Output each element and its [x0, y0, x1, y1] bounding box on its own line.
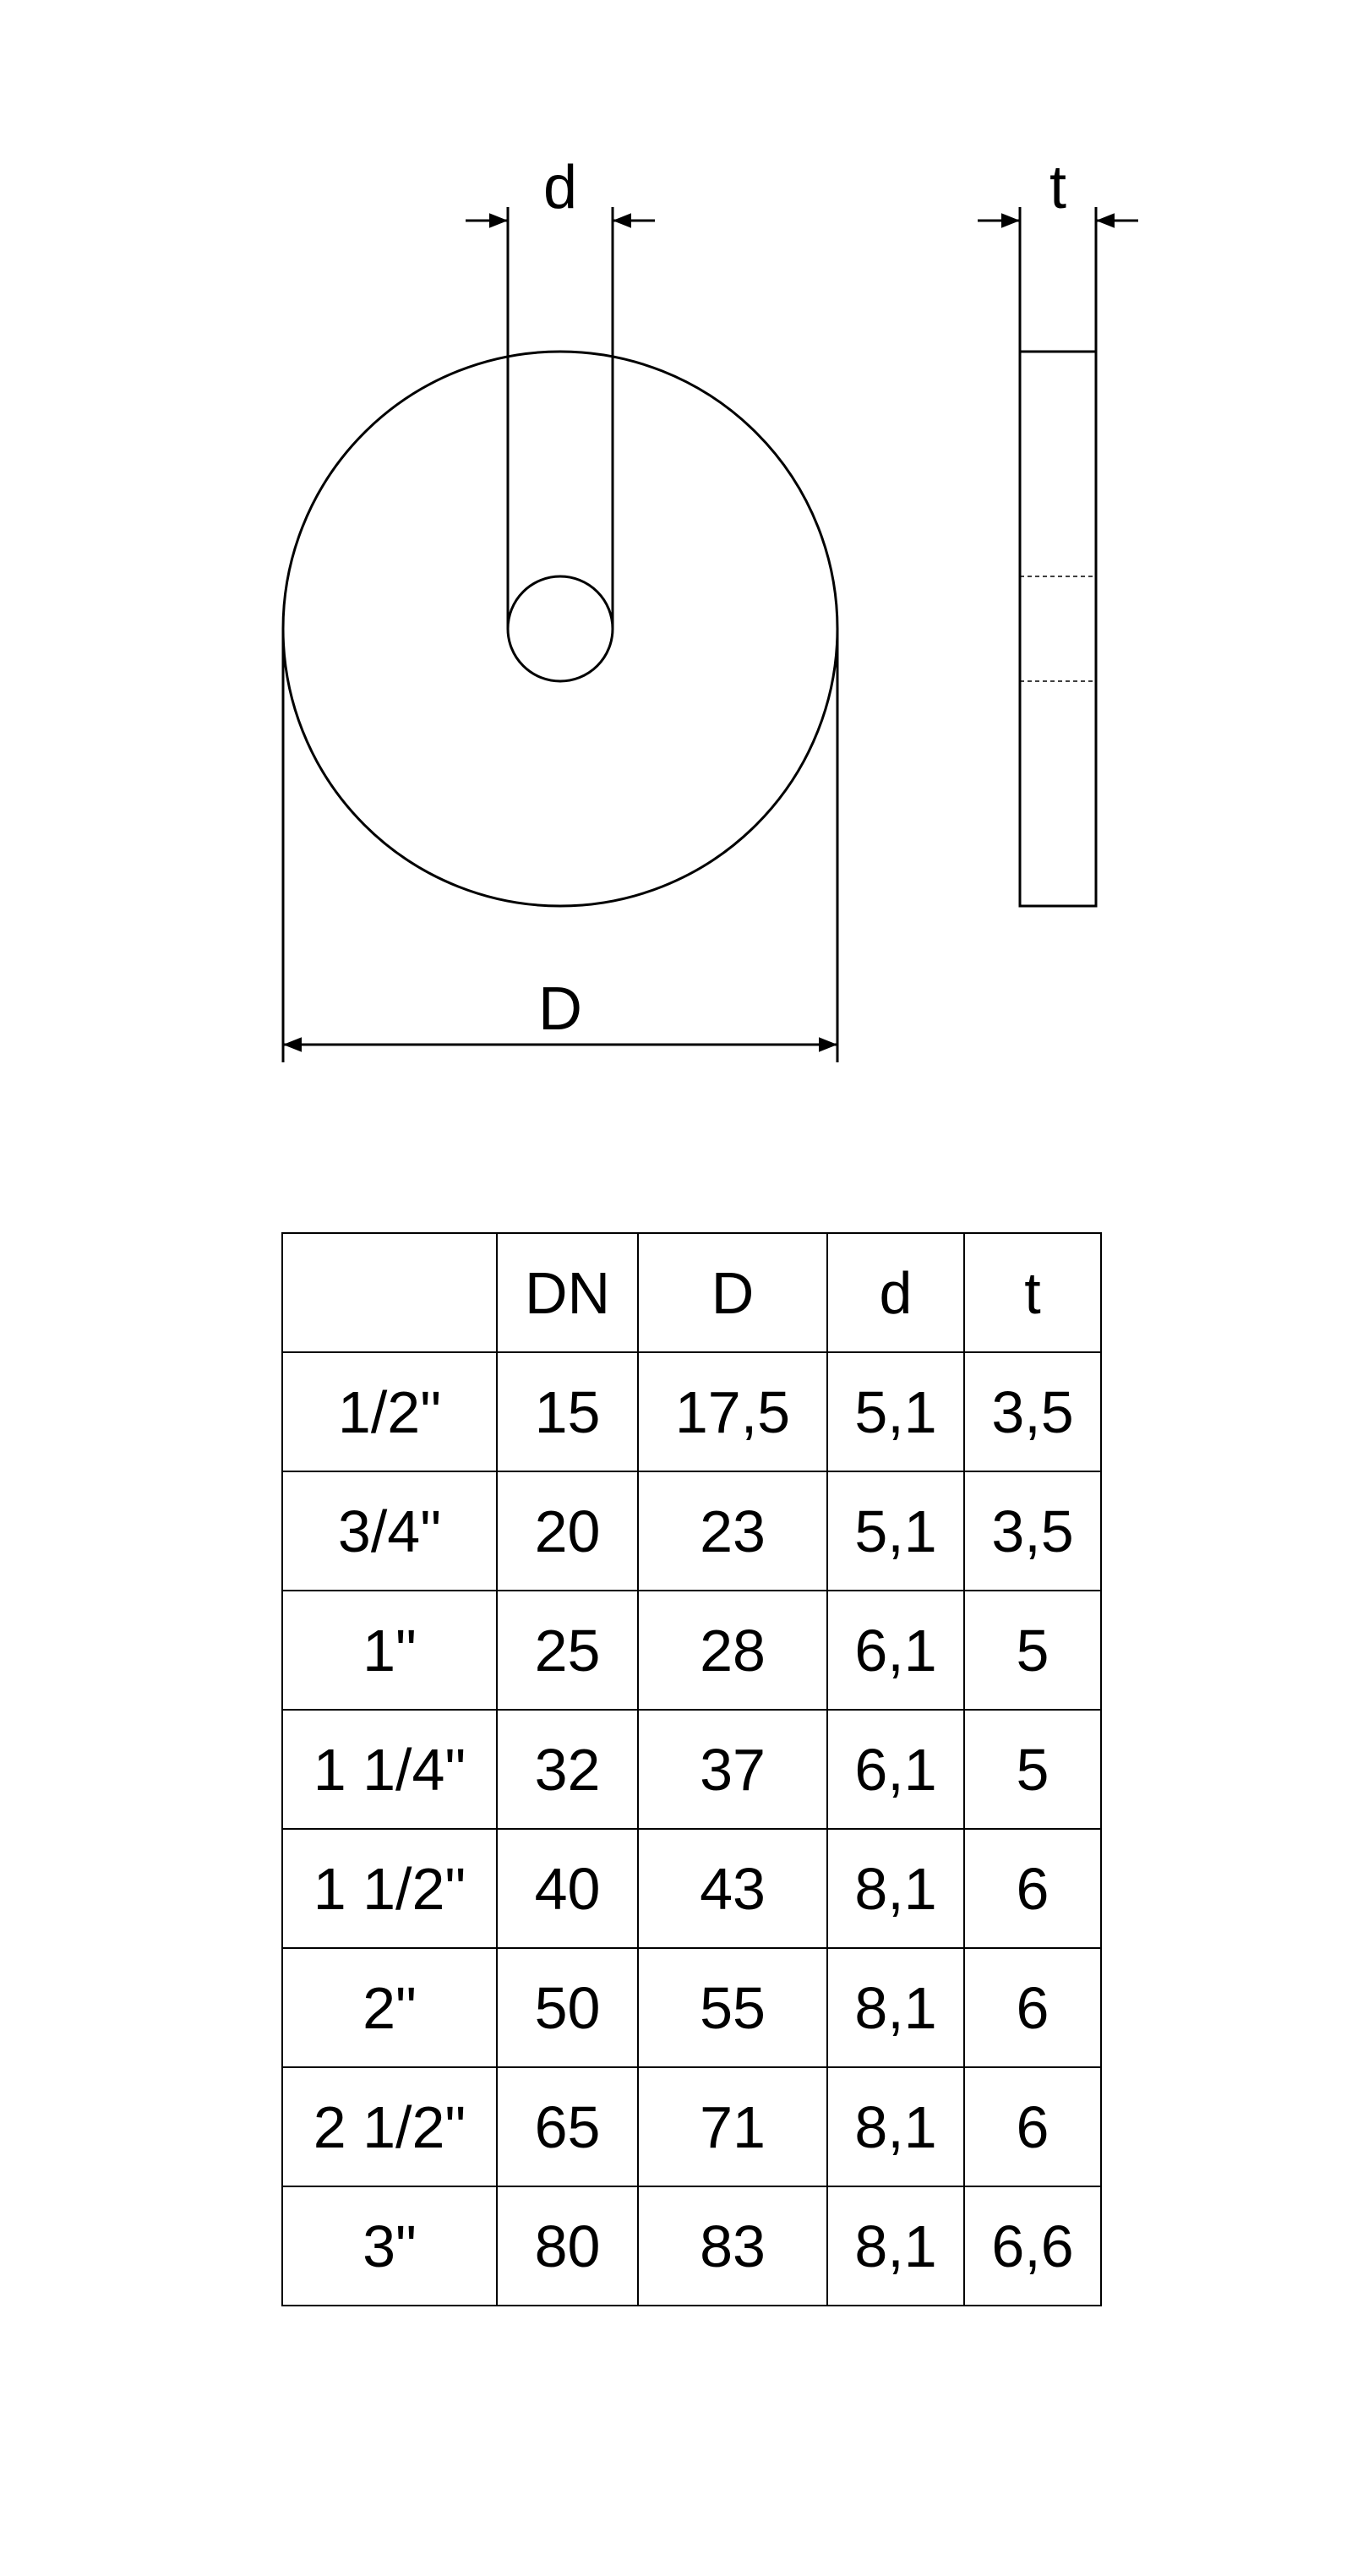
table-row [282, 1471, 1101, 1591]
header-cell-thickness: t [964, 1233, 1101, 1352]
cell-outer-diameter: 43 [638, 1829, 827, 1948]
cell-thickness: 6 [964, 1829, 1101, 1948]
outer-circle [283, 352, 837, 906]
hole-circle [508, 576, 613, 681]
cell-size: 1 1/4" [282, 1710, 497, 1829]
cell-size: 2" [282, 1948, 497, 2067]
table-row [282, 1710, 1101, 1829]
header-cell-outer-diameter: D [638, 1233, 827, 1352]
washer-drawing [0, 0, 1352, 1099]
cell-dn: 80 [497, 2186, 638, 2306]
cell-dn: 25 [497, 1591, 638, 1710]
cell-dn: 32 [497, 1710, 638, 1829]
cell-thickness: 3,5 [964, 1471, 1101, 1591]
cell-hole-diameter: 8,1 [827, 1829, 964, 1948]
cell-thickness: 3,5 [964, 1352, 1101, 1471]
cell-hole-diameter: 5,1 [827, 1352, 964, 1471]
cell-thickness: 6,6 [964, 2186, 1101, 2306]
table-row [282, 2186, 1101, 2306]
cell-outer-diameter: 28 [638, 1591, 827, 1710]
cell-size: 1/2" [282, 1352, 497, 1471]
table-row [282, 2067, 1101, 2186]
cell-thickness: 6 [964, 1948, 1101, 2067]
table-row [282, 1352, 1101, 1471]
header-cell-hole-diameter: d [827, 1233, 964, 1352]
cell-hole-diameter: 6,1 [827, 1591, 964, 1710]
cell-hole-diameter: 8,1 [827, 1948, 964, 2067]
cell-outer-diameter: 23 [638, 1471, 827, 1591]
cell-thickness: 6 [964, 2067, 1101, 2186]
cell-thickness: 5 [964, 1591, 1101, 1710]
table-header-row [282, 1233, 1101, 1352]
cell-dn: 65 [497, 2067, 638, 2186]
d-dimension-label: d [542, 154, 578, 221]
header-cell-dn: DN [497, 1233, 638, 1352]
table-row [282, 1591, 1101, 1710]
cell-dn: 20 [497, 1471, 638, 1591]
cell-hole-diameter: 5,1 [827, 1471, 964, 1591]
cell-dn: 15 [497, 1352, 638, 1471]
table-row [282, 1948, 1101, 2067]
cell-dn: 40 [497, 1829, 638, 1948]
cell-hole-diameter: 8,1 [827, 2186, 964, 2306]
cell-outer-diameter: 83 [638, 2186, 827, 2306]
cell-outer-diameter: 55 [638, 1948, 827, 2067]
dimensions-table [281, 1232, 1102, 2306]
cell-dn: 50 [497, 1948, 638, 2067]
table-row [282, 1829, 1101, 1948]
cell-outer-diameter: 17,5 [638, 1352, 827, 1471]
cell-size: 3/4" [282, 1471, 497, 1591]
cell-size: 3" [282, 2186, 497, 2306]
cell-hole-diameter: 8,1 [827, 2067, 964, 2186]
cell-thickness: 5 [964, 1710, 1101, 1829]
cell-size: 1 1/2" [282, 1829, 497, 1948]
cell-outer-diameter: 37 [638, 1710, 827, 1829]
t-dimension-label: t [1049, 154, 1067, 221]
cell-hole-diameter: 6,1 [827, 1710, 964, 1829]
front-view [283, 207, 837, 1062]
header-cell-size [282, 1233, 497, 1352]
cell-size: 1" [282, 1591, 497, 1710]
D-dimension-label: D [538, 975, 582, 1043]
side-view [1020, 207, 1096, 906]
cell-size: 2 1/2" [282, 2067, 497, 2186]
side-profile [1020, 352, 1096, 906]
cell-outer-diameter: 71 [638, 2067, 827, 2186]
